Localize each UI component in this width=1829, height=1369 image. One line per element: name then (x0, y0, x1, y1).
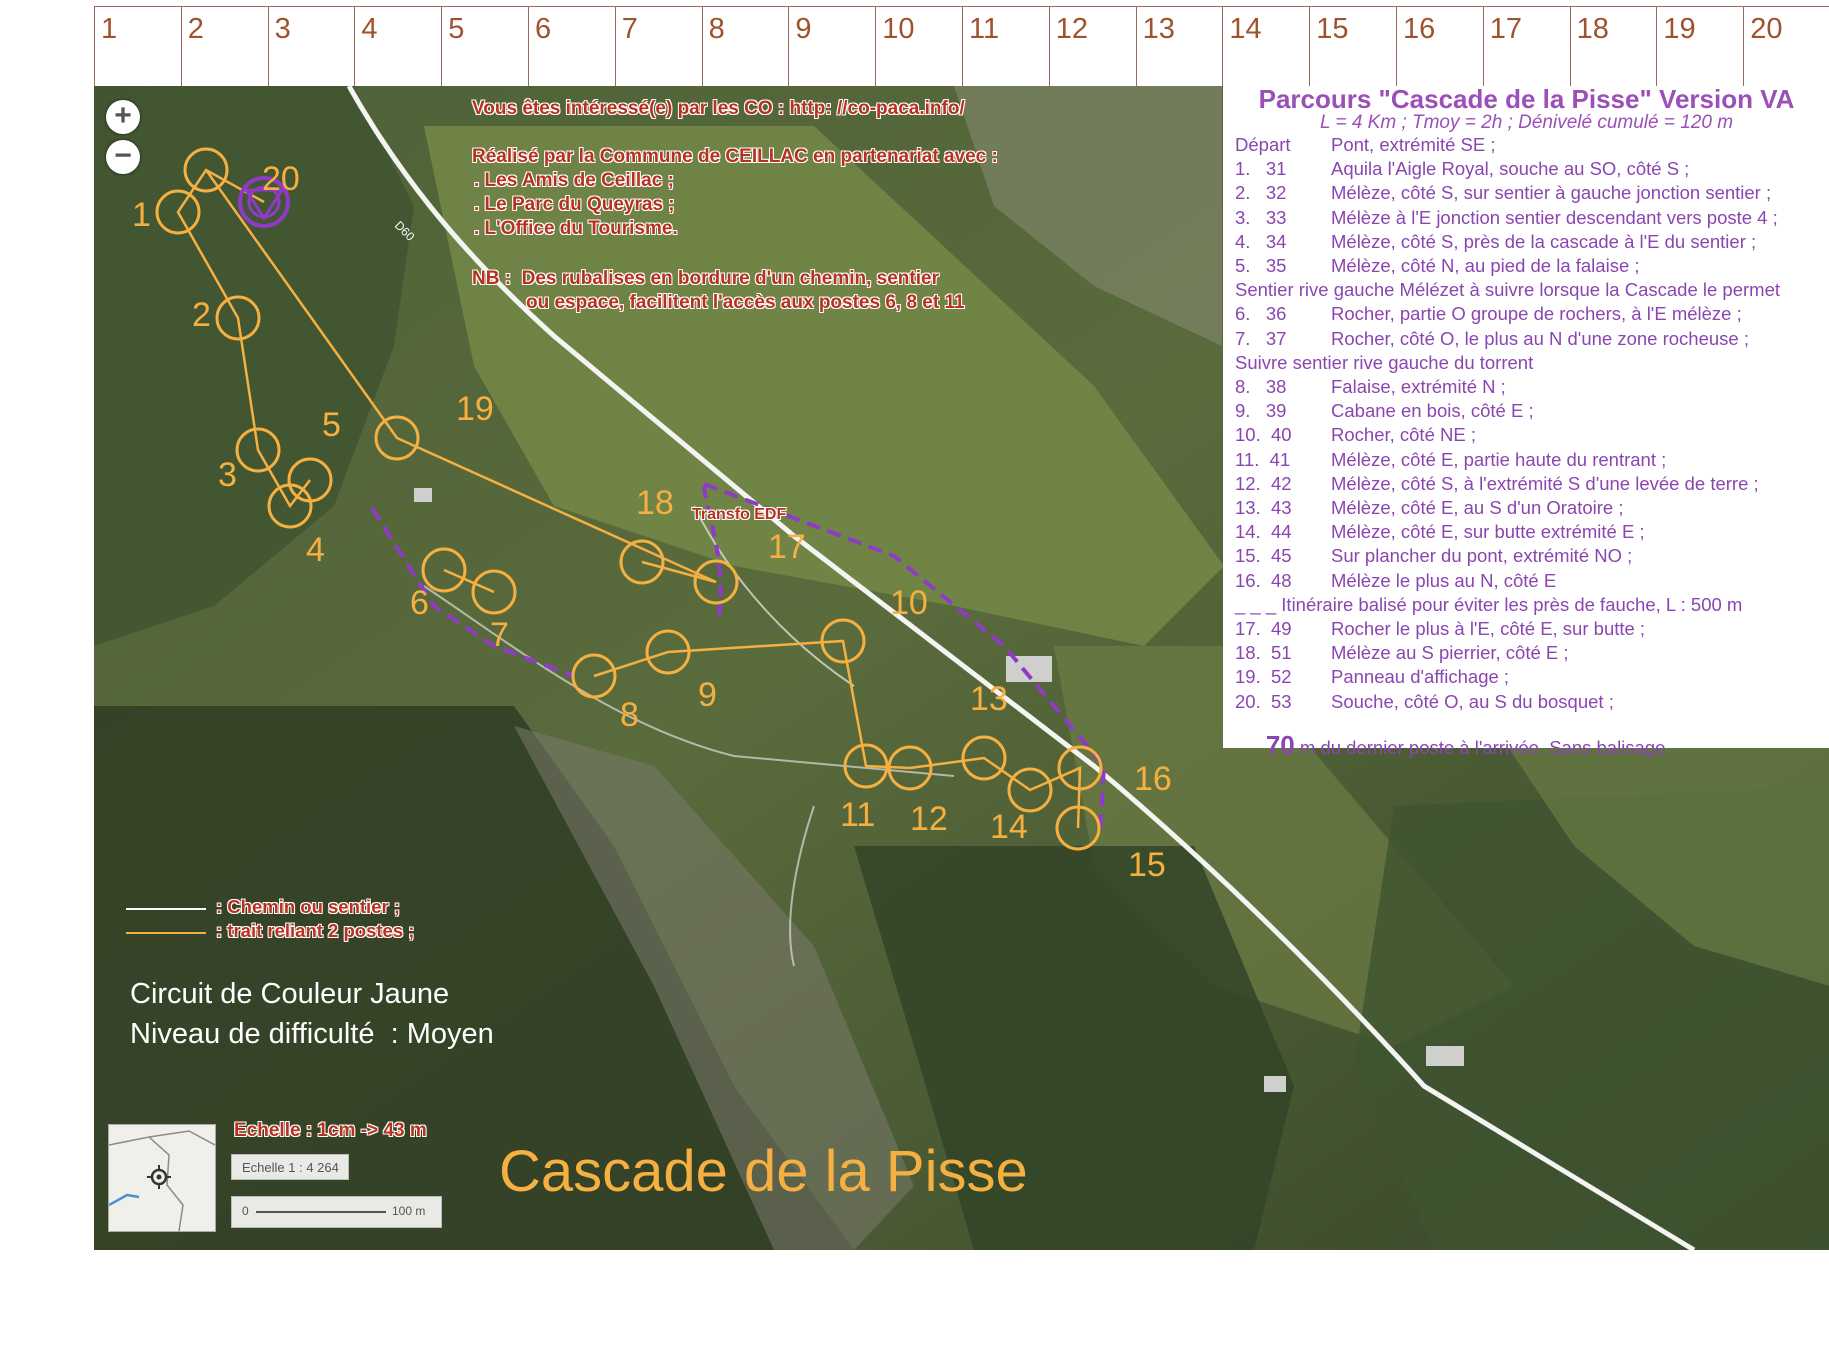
description-row (1235, 473, 1759, 497)
legend-path-label: : Chemin ou sentier ; (216, 896, 400, 917)
control-description: Panneau d'affichage ; (1331, 666, 1510, 688)
control-description: Pont, extrémité SE ; (1331, 134, 1496, 155)
control-code: 6. 36 (1235, 303, 1287, 325)
description-row (1235, 424, 1476, 448)
control-code: 12. 42 (1235, 472, 1292, 494)
panel-title: Parcours "Cascade de la Pisse" Version VA (1258, 86, 1795, 114)
control-code: 15. 45 (1235, 545, 1292, 567)
difficulty-level: Niveau de difficulté : Moyen (130, 1018, 494, 1050)
ruler-cell-11: 11 (962, 7, 1049, 86)
control-description: Mélèze à l'E jonction sentier descendant vers poste 4 ; (1331, 206, 1778, 228)
control-description: Mélèze, côté E, partie haute du rentrant ; (1331, 448, 1667, 470)
partner-2: . Le Parc du Queyras ; (474, 194, 675, 215)
control-description: Rocher le plus à l'E, côté E, sur butte ; (1331, 618, 1646, 639)
control-description: Rocher, côté NE ; (1331, 424, 1476, 446)
ruler-cell-7: 7 (615, 7, 702, 86)
control-number-5: 5 (322, 406, 341, 444)
description-row (1235, 497, 1624, 521)
ruler-cell-20: 20 (1743, 7, 1829, 86)
legend-line-swatch (126, 932, 206, 934)
partner-1: . Les Amis de Ceillac ; (474, 170, 674, 191)
description-row (1235, 594, 1742, 618)
control-description: Mélèze au S pierrier, côté E ; (1331, 642, 1569, 664)
control-code: 1. 31 (1235, 158, 1287, 180)
scale-bar (231, 1196, 442, 1228)
scale-bar-end: 100 m (392, 1204, 426, 1218)
scale-ratio: Echelle 1 : 4 264 (231, 1154, 349, 1180)
zoom-out-button[interactable]: − (106, 140, 140, 174)
ruler-cell-4: 4 (354, 7, 441, 86)
description-row (1235, 521, 1645, 545)
ruler-cell-2: 2 (181, 7, 268, 86)
scale-bar-line (256, 1211, 386, 1213)
map-title: Cascade de la Pisse (499, 1139, 1028, 1204)
control-number-15: 15 (1128, 846, 1166, 884)
nb-note-2: ou espace, facilitent l'accès aux postes 6, 8 et 11 (526, 292, 965, 313)
ruler-cell-8: 8 (702, 7, 789, 86)
control-number-11: 11 (840, 796, 876, 834)
legend-path-swatch (126, 908, 206, 910)
overview-minimap[interactable] (108, 1124, 216, 1232)
control-code: 20. 53 (1235, 690, 1292, 712)
description-row (1235, 328, 1749, 352)
nb-note-1: NB : Des rubalises en bordure d'un chemin, sentier (472, 268, 939, 289)
ruler-cell-18: 18 (1570, 7, 1657, 86)
control-description: Souche, côté O, au S du bosquet ; (1331, 690, 1614, 712)
partner-3: . L'Office du Tourisme. (474, 218, 678, 239)
website-info: Vous êtes intéressé(e) par les CO : http: //co-paca.info/ (472, 98, 965, 119)
control-description: Mélèze, côté E, au S d'un Oratoire ; (1331, 497, 1624, 518)
control-description: Mélèze, côté N, au pied de la falaise ; (1331, 255, 1640, 276)
control-description: _ _ _ Itinéraire balisé pour éviter les près de fauche, L : 500 m (1235, 593, 1743, 615)
control-description: Mélèze, côté S, près de la cascade à l'E du sentier ; (1331, 230, 1757, 252)
ruler-cell-13: 13 (1136, 7, 1223, 86)
course-description-panel (1223, 86, 1829, 760)
grid-ruler (94, 6, 1829, 87)
description-row (1235, 303, 1742, 327)
control-code: 7. 37 (1235, 327, 1287, 349)
control-code: 19. 52 (1235, 666, 1292, 688)
control-number-13: 13 (970, 680, 1008, 718)
control-number-14: 14 (990, 808, 1028, 846)
control-number-6: 6 (410, 584, 429, 622)
control-number-1: 1 (132, 196, 151, 234)
description-row (1235, 545, 1632, 569)
ruler-cell-16: 16 (1396, 7, 1483, 86)
control-code: 2. 32 (1235, 182, 1287, 204)
transfo-label: Transfo EDF (692, 506, 787, 523)
control-code: 9. 39 (1235, 400, 1287, 422)
description-row (1235, 352, 1533, 376)
ruler-cell-17: 17 (1483, 7, 1570, 86)
control-description: Falaise, extrémité N ; (1331, 376, 1506, 397)
ruler-cell-1: 1 (94, 7, 181, 86)
ruler-cell-6: 6 (528, 7, 615, 86)
control-number-8: 8 (620, 696, 639, 734)
description-row (1235, 449, 1666, 473)
description-row (1235, 618, 1645, 642)
description-row (1235, 231, 1756, 255)
control-description: Cabane en bois, côté E ; (1331, 400, 1534, 422)
control-description: Mélèze, côté S, sur sentier à gauche jonction sentier ; (1331, 182, 1772, 204)
control-description: Suivre sentier rive gauche du torrent (1235, 351, 1534, 373)
ruler-cell-12: 12 (1049, 7, 1136, 86)
control-code: Départ (1235, 134, 1291, 155)
control-number-3: 3 (218, 456, 237, 494)
control-description: Mélèze le plus au N, côté E (1331, 569, 1557, 591)
control-code: 14. 44 (1235, 521, 1292, 543)
control-number-16: 16 (1134, 760, 1172, 798)
description-row (1235, 666, 1509, 690)
ruler-cell-3: 3 (268, 7, 355, 86)
description-row (1235, 570, 1556, 594)
control-number-20: 20 (262, 160, 300, 198)
control-number-19: 19 (456, 390, 494, 428)
ruler-cell-10: 10 (875, 7, 962, 86)
control-description: Mélèze, côté S, à l'extrémité S d'une levée de terre ; (1331, 472, 1759, 494)
finish-text: m du dernier poste à l'arrivée. Sans balisage (1294, 737, 1666, 758)
ruler-cell-15: 15 (1309, 7, 1396, 86)
control-description: Rocher, partie O groupe de rochers, à l'E mélèze ; (1331, 303, 1742, 325)
description-row (1235, 400, 1534, 424)
made-by-info: Réalisé par la Commune de CEILLAC en partenariat avec : (472, 146, 998, 167)
control-code: 3. 33 (1235, 206, 1287, 228)
panel-subtitle: L = 4 Km ; Tmoy = 2h ; Dénivelé cumulé = 120 m (1319, 112, 1734, 133)
ruler-cell-9: 9 (788, 7, 875, 86)
control-number-7: 7 (490, 616, 509, 654)
description-row (1235, 158, 1689, 182)
description-row (1235, 279, 1780, 303)
control-description: Aquila l'Aigle Royal, souche au SO, côté S ; (1331, 158, 1690, 180)
control-number-10: 10 (890, 584, 928, 622)
finish-distance: 70 (1265, 730, 1295, 760)
control-description: Sentier rive gauche Mélézet à suivre lorsque la Cascade le permet (1235, 279, 1781, 301)
control-code: 8. 38 (1235, 376, 1287, 397)
control-description: Rocher, côté O, le plus au N d'une zone rocheuse ; (1331, 327, 1749, 349)
zoom-in-button[interactable]: + (106, 100, 140, 134)
circuit-colour: Circuit de Couleur Jaune (130, 978, 450, 1010)
control-number-4: 4 (306, 531, 325, 569)
control-code: 16. 48 (1235, 569, 1292, 591)
control-number-18: 18 (636, 484, 674, 522)
description-row (1235, 376, 1506, 400)
finish-note (1235, 708, 1666, 760)
description-row (1235, 255, 1640, 279)
control-number-9: 9 (698, 676, 717, 714)
ruler-cell-5: 5 (441, 7, 528, 86)
road-label: D60 (391, 218, 418, 244)
description-row (1235, 134, 1496, 158)
orienteering-map[interactable] (94, 86, 1829, 1250)
description-row (1235, 642, 1569, 666)
description-row (1235, 182, 1771, 206)
control-description: Mélèze, côté E, sur butte extrémité E ; (1331, 521, 1645, 543)
scale-label: Echelle : 1cm -> 43 m (234, 1120, 427, 1141)
control-code: 5. 35 (1235, 255, 1287, 276)
control-code: 10. 40 (1235, 424, 1292, 446)
legend-line-label: : trait reliant 2 postes ; (216, 920, 415, 941)
scale-bar-start: 0 (242, 1204, 249, 1218)
ruler-cell-14: 14 (1222, 7, 1309, 86)
control-code: 18. 51 (1235, 642, 1292, 664)
control-number-2: 2 (192, 296, 211, 334)
control-number-17: 17 (768, 528, 806, 566)
control-number-12: 12 (910, 800, 948, 838)
control-code: 11. 41 (1235, 448, 1291, 470)
control-description: Sur plancher du pont, extrémité NO ; (1331, 545, 1633, 567)
control-code: 13. 43 (1235, 497, 1292, 518)
control-code: 17. 49 (1235, 618, 1292, 639)
ruler-cell-19: 19 (1656, 7, 1743, 86)
description-row (1235, 207, 1778, 231)
control-code: 4. 34 (1235, 230, 1287, 252)
